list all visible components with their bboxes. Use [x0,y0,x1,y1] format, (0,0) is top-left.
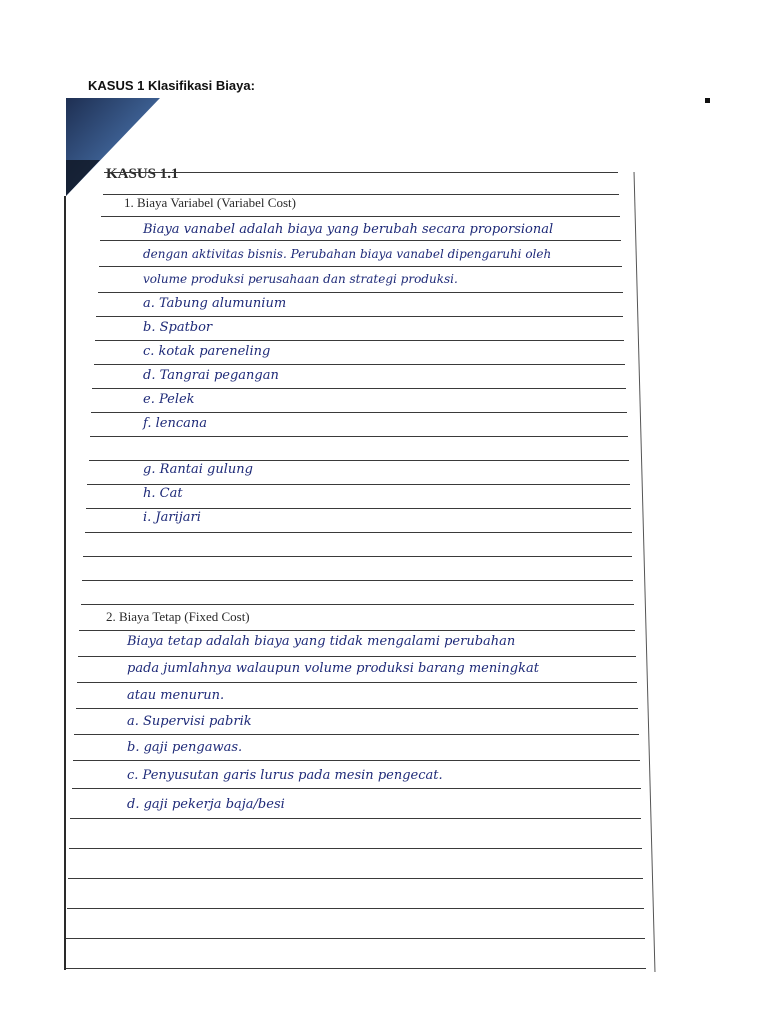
ruled-line [95,340,624,341]
ruled-line [81,604,634,605]
document-heading: KASUS 1 Klasifikasi Biaya: [88,78,255,93]
ruled-line [73,760,640,761]
ruled-line [103,194,619,195]
variable-cost-item: e. Pelek [143,392,195,407]
variable-cost-item: d. Tangrai pegangan [143,368,279,383]
ruled-line [72,788,641,789]
ruled-line [94,364,625,365]
ruled-line [78,656,636,657]
ruled-line [64,968,646,969]
ruled-line [89,460,629,461]
ruled-line [91,412,627,413]
variable-cost-item: f. lencana [143,416,207,431]
ruled-line [90,436,628,437]
ruled-line [67,908,644,909]
ruled-line [74,734,639,735]
section1-definition-line: volume produksi perusahaan dan strategi produksi. [143,272,458,286]
section1-heading: 1. Biaya Variabel (Variabel Cost) [124,195,296,210]
page-right-edge [634,172,656,972]
ruled-line [77,682,637,683]
page-left-edge [64,196,66,970]
ruled-line [76,708,638,709]
section2-heading: 2. Biaya Tetap (Fixed Cost) [106,609,250,624]
fixed-cost-item: c. Penyusutan garis lurus pada mesin pengecat. [127,768,443,783]
variable-cost-item: c. kotak pareneling [143,344,271,359]
ruled-line [96,316,623,317]
variable-cost-item: a. Tabung alumunium [143,296,287,311]
ruled-line [92,388,626,389]
section2-definition-line: Biaya tetap adalah biaya yang tidak mengalami perubahan [127,634,516,649]
variable-cost-item: i. Jarijari [143,510,201,525]
section2-definition-line: pada jumlahnya walaupun volume produksi barang meningkat [127,661,539,676]
section2-definition-line: atau menurun. [127,688,225,703]
ruled-line [104,172,618,173]
section1-definition-line: Biaya vanabel adalah biaya yang berubah secara proporsional [143,222,554,237]
ruled-line [101,216,620,217]
fixed-cost-item: d. gaji pekerja baja/besi [127,797,285,812]
ruled-line [65,938,645,939]
ruled-line [82,580,633,581]
ruled-line [69,848,642,849]
ruled-line [70,818,641,819]
paper-title: KASUS 1.1 [106,166,179,182]
variable-cost-item: b. Spatbor [143,320,213,335]
ruled-line [85,532,632,533]
fixed-cost-item: a. Supervisi pabrik [127,714,252,729]
ruled-line [98,292,623,293]
ruled-line [68,878,643,879]
ruled-line [79,630,635,631]
ruled-line [99,266,622,267]
ruled-line [87,484,630,485]
ruled-line [83,556,632,557]
ruled-line [100,240,621,241]
variable-cost-item: h. Cat [143,486,183,501]
fixed-cost-item: b. gaji pengawas. [127,740,243,755]
ruled-line [86,508,631,509]
section1-definition-line: dengan aktivitas bisnis. Perubahan biaya vanabel dipengaruhi oleh [143,247,552,261]
variable-cost-item: g. Rantai gulung [143,462,253,477]
